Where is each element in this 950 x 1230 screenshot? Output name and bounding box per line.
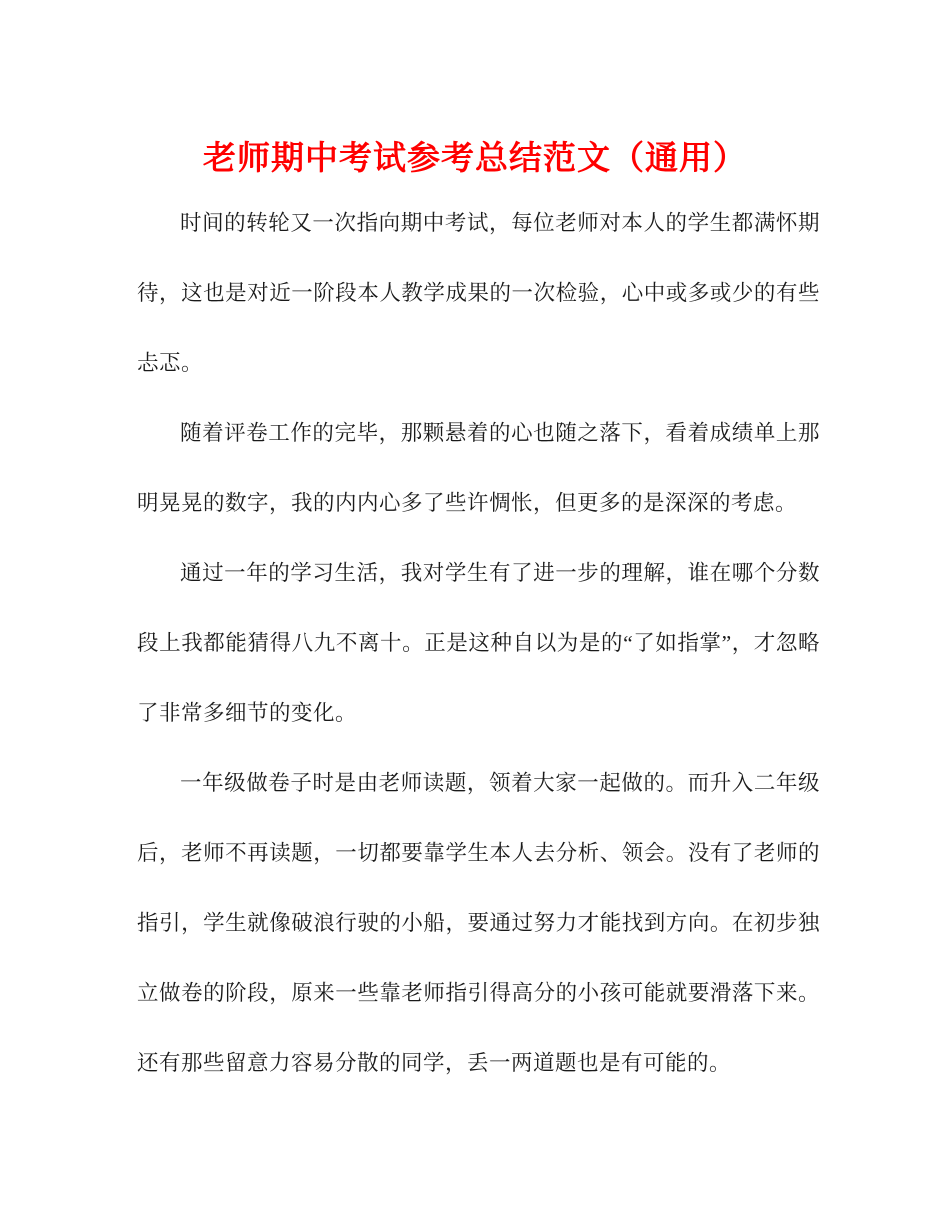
paragraph-2: 随着评卷工作的完毕，那颗悬着的心也随之落下，看着成绩单上那明晃晃的数字，我的内内心多了些许惆怅，但更多的是深深的考虑。: [137, 421, 820, 515]
document-title: 老师期中考试参考总结范文（通用）: [203, 141, 747, 177]
document-body: [0, 182, 950, 1098]
paragraph-4: 一年级做卷子时是由老师读题，领着大家一起做的。而升入二年级后，老师不再读题，一切都要靠学生本人去分析、领会。没有了老师的指引，学生就像破浪行驶的小船，要通过努力才能找到方向。在初步独立做卷的阶段，原来一些靠老师指引得高分的小孩可能就要滑落下来。还有那些留意力容易分散的同学，丢一两道题也是有可能的。: [137, 771, 820, 1075]
paragraph-1: 时间的转轮又一次指向期中考试，每位老师对本人的学生都满怀期待，这也是对近一阶段本人教学成果的一次检验，心中或多或少的有些忐忑。: [137, 211, 820, 375]
paragraph-3: 通过一年的学习生活，我对学生有了进一步的理解，谁在哪个分数段上我都能猜得八九不离十。正是这种自以为是的“了如指掌”，才忽略了非常多细节的变化。: [137, 561, 820, 725]
